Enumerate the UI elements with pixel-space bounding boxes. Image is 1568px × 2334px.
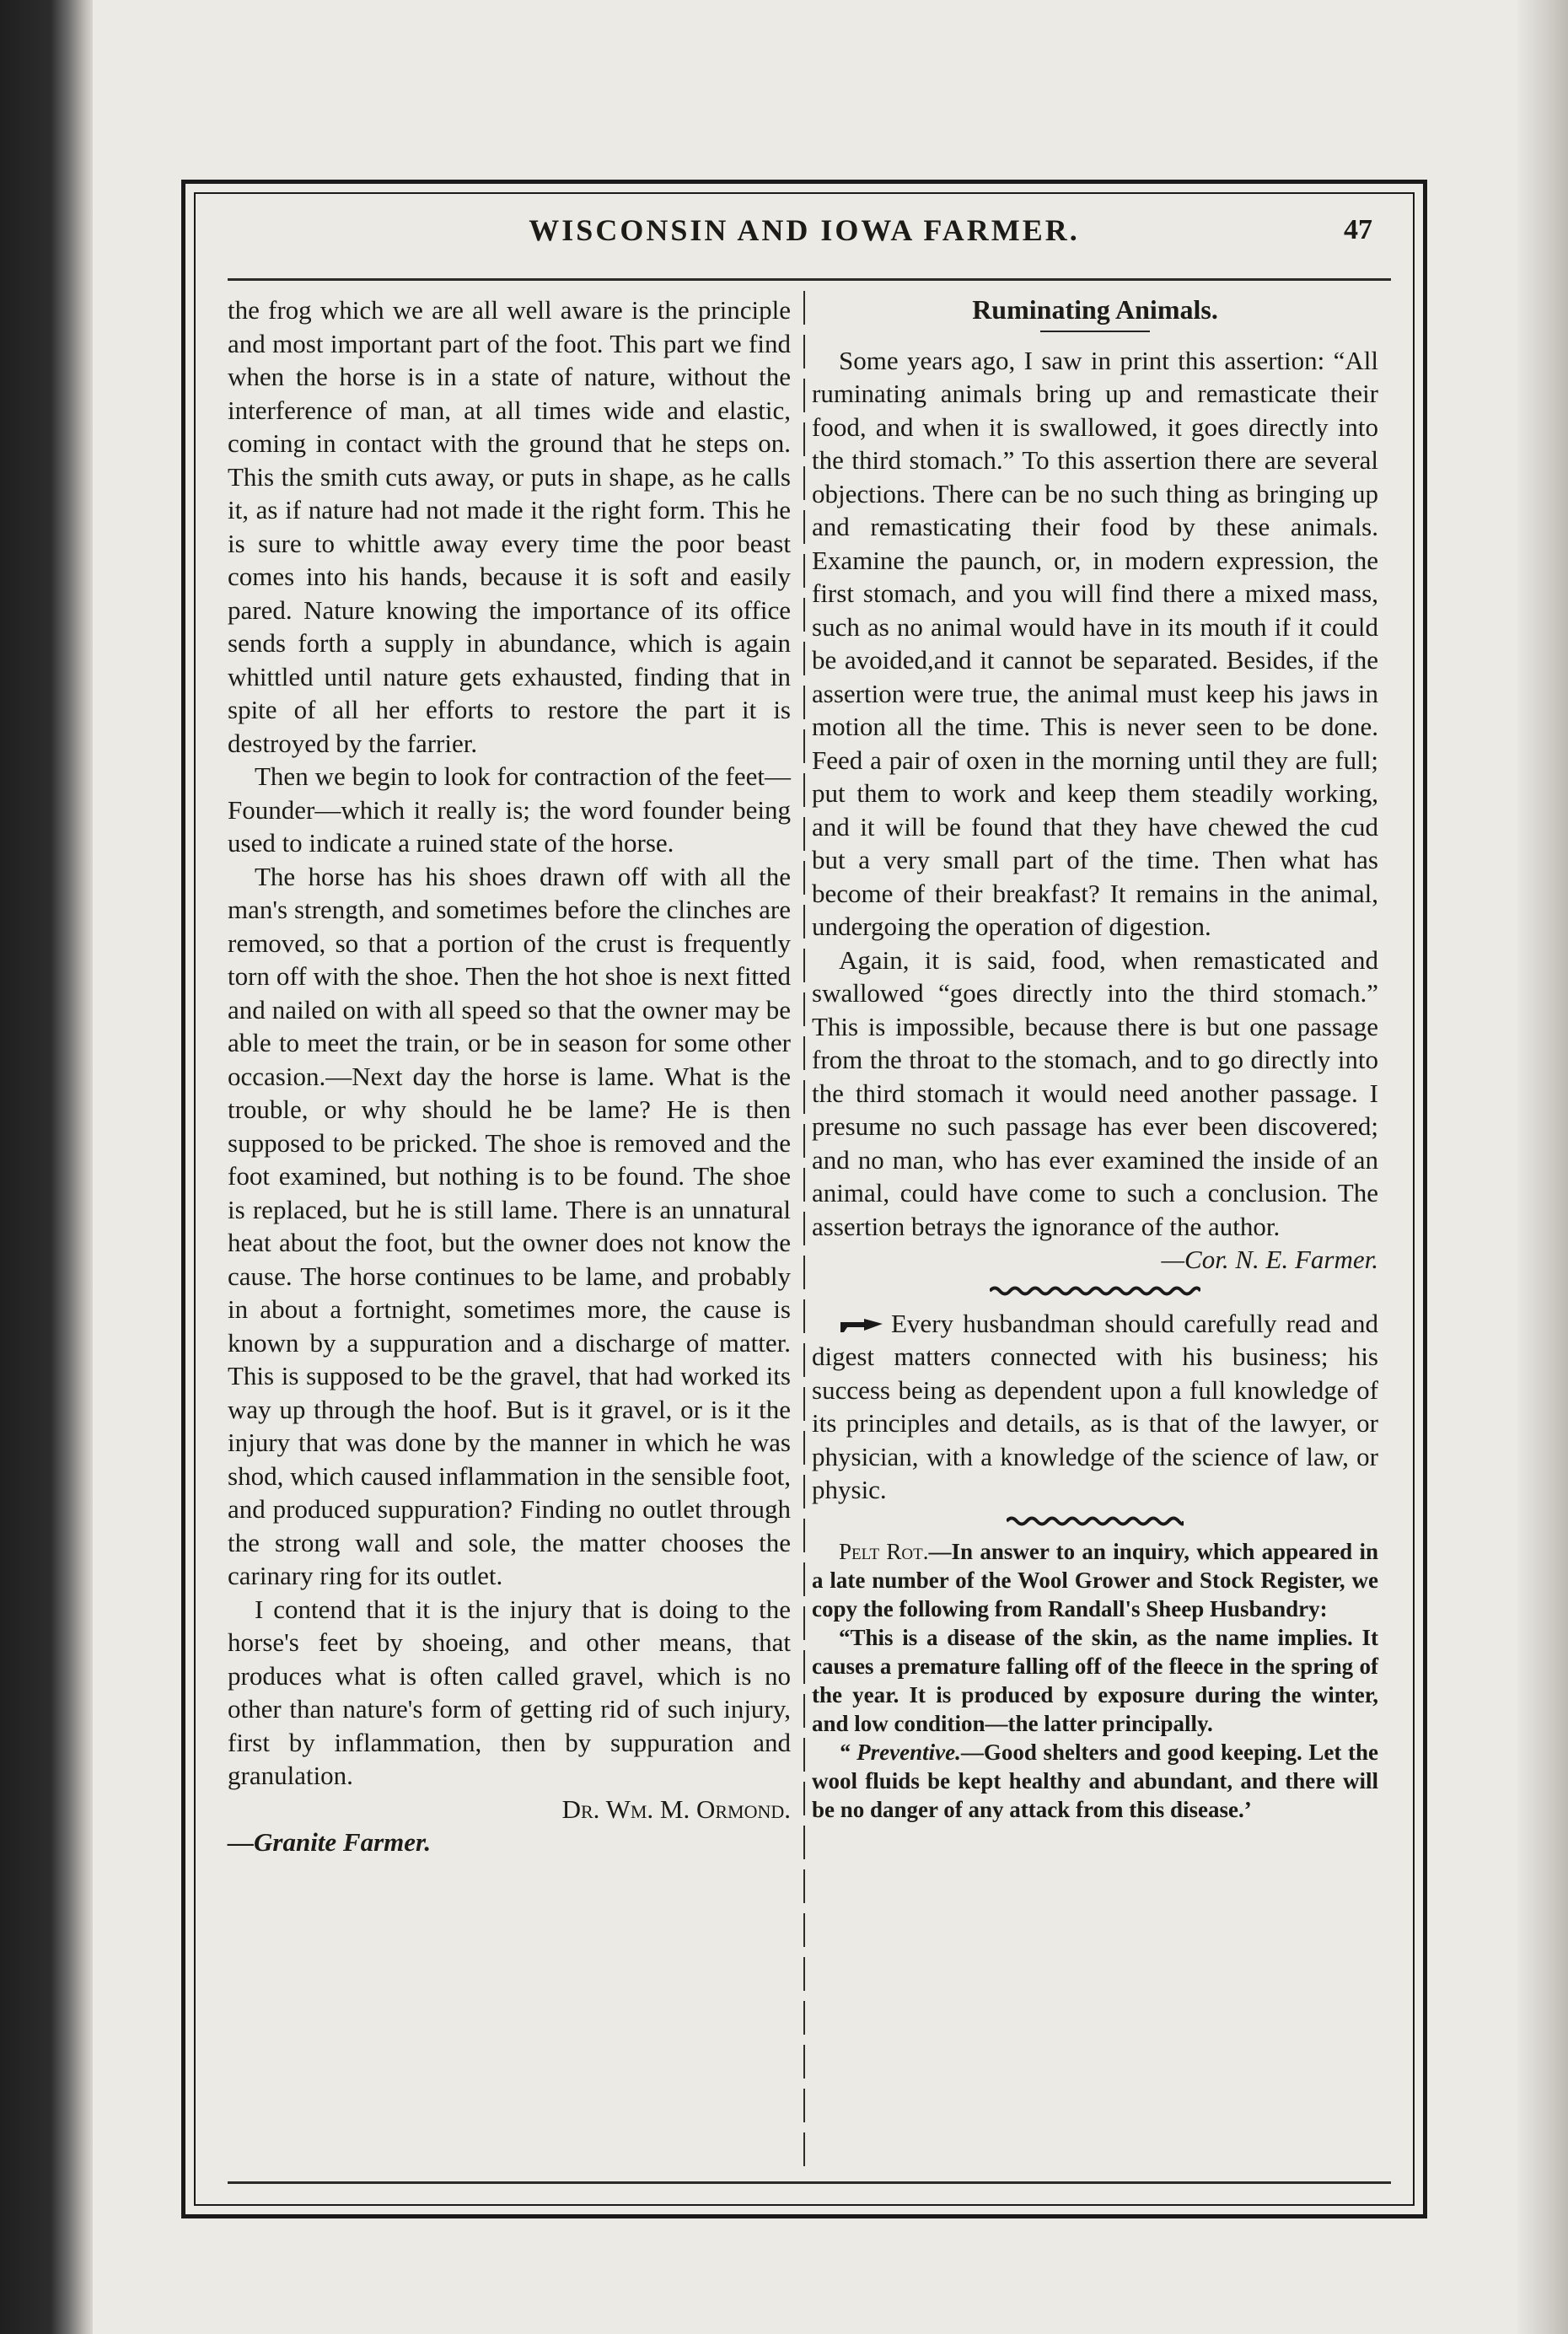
- article-title: Ruminating Animals.: [972, 294, 1218, 325]
- page-header: [194, 212, 1415, 263]
- book-binding-left: [0, 0, 93, 2334]
- left-paragraph-3: The horse has his shoes drawn off with all the man's strength, and sometimes before the clinches are removed, so that a portion of the crust is frequently torn off with the shoe. Then the hot shoe is next fitted and nailed on with all speed so that the owner may be able to meet the train, or be in season for some other occasion.—Next day the horse is lame. What is the trouble, or why should he be lame? He is then supposed to be pricked. The shoe is removed and the foot examined, but nothing is to be found. The shoe is replaced, but he is still lame. There is an unnatural heat about the foot, but the owner does not know the cause. The horse continues to be lame, and probably in about a fortnight, sometimes more, the cause is known by a suppuration and a discharge of matter. This is supposed to be the gravel, that had worked its way up through the hoof. But is it gravel, or is it the injury that was done by the manner in which he was shod, which caused inflammation in the sensible foot, and produced suppuration? Finding no outlet through the strong wall and sole, the matter chooses the carinary ring for its outlet.: [228, 861, 791, 1590]
- page-number: 47: [1344, 214, 1372, 245]
- wavy-rule-icon: [990, 1285, 1200, 1297]
- left-paragraph-4: I contend that it is the injury that is doing to the horse's feet by shoeing, and other means, that produces what is often called gravel, which is no other than nature's form of getting rid of such injury, first by inflammation, then by suppuration and granulation.: [228, 1594, 791, 1790]
- pelt-rot-article: [812, 1537, 1378, 1824]
- article-source: —Cor. N. E. Farmer.: [1161, 1245, 1378, 1274]
- pelt-rot-quote-1: “This is a disease of the skin, as the name implies. It causes a premature falling off of the fleece in the spring of the year. It is produced by exposure during the winter, and low condition—the latter principally.: [812, 1624, 1378, 1736]
- left-paragraph-1: the frog which we are all well aware is the principle and most important part of the foot. This part we find when the horse is in a state of nature, without the interference of man, at all times wide and elastic, coming in contact with the ground that he steps on. This the smith cuts away, or puts in shape, as he calls it, as if nature had not made it the right form. This he is sure to whittle away every time the poor beast comes into his hands, because it is soft and easily pared. Nature knowing the importance of its office sends forth a supply in abundance, which is again whittled until nature gets exhausted, finding that in spite of all her efforts to restore the part it is destroyed by the farrier.: [228, 295, 791, 758]
- pelt-rot-heading: Pelt Rot.: [839, 1538, 929, 1564]
- footer-rule: [228, 2181, 1391, 2184]
- book-edge-right: [1517, 0, 1568, 2334]
- notice-text: Every husbandman should carefully read and digest matters connected with his business; his success being as dependent upon a full knowledge of its principles and details, as is that of the lawyer, or physician, with a knowledge of the science of law, or physic.: [812, 1308, 1378, 1504]
- preventive-text: —Good shelters and good keeping. Let the wool fluids be kept healthy and abundant, and there will be no danger of any attack from this disease.’: [812, 1739, 1378, 1822]
- pelt-rot-intro: [812, 1537, 1378, 1623]
- pelt-rot-quote-2: [812, 1738, 1378, 1824]
- right-column: [812, 293, 1378, 1824]
- title-rule: [1040, 331, 1150, 332]
- source-credit: —Granite Farmer.: [228, 1827, 432, 1857]
- column-divider: [803, 291, 805, 2167]
- article-paragraph-1: Some years ago, I saw in print this assertion: “All ruminating animals bring up and remasticate their food, and when it is swallowed, it goes directly into the third stomach.” To this assertion there are several objections. There can be no such thing as bringing up and remasticating their food by these animals. Examine the paunch, or, in modern expression, the first stomach, and you will find there a mixed mass, such as no animal would have in its mouth if it could be avoided,and it cannot be separated. Besides, if the assertion were true, the animal must keep his jaws in motion all the time. This is never seen to be done. Feed a pair of oxen in the morning until they are full; put them to work and keep them steadily working, and it will be found that they have chewed the cud but a very small part of the time. Then what has become of their breakfast? It remains in the animal, undergoing the operation of digestion.: [812, 345, 1378, 941]
- notice-paragraph: [812, 1307, 1378, 1507]
- article-paragraph-2: Again, it is said, food, when remasticated and swallowed “goes directly into the third stomach.” This is impossible, because there is but one passage from the throat to the stomach, and to go directly into the third stomach it would need another passage. I presume no such passage has ever been discovered; and no man, who has ever examined the inside of an animal, could have come to such a conclusion. The assertion betrays the ignorance of the author.: [812, 944, 1378, 1241]
- left-paragraph-2: Then we begin to look for contraction of the feet—Founder—which it really is; the word founder being used to indicate a ruined state of the horse.: [228, 761, 791, 858]
- header-rule: [228, 278, 1391, 281]
- pelt-rot-text: —In answer to an inquiry, which appeared in a late number of the Wool Grower and Stock Register, we copy the following from Randall's Sheep Husbandry:: [812, 1538, 1378, 1621]
- left-column: [228, 293, 791, 1859]
- running-head: WISCONSIN AND IOWA FARMER.: [529, 213, 1080, 247]
- author-signature: Dr. Wm. M. Ormond.: [561, 1794, 791, 1824]
- pointing-hand-icon: [839, 1315, 886, 1336]
- wavy-rule-icon: [1007, 1515, 1184, 1527]
- preventive-label: “ Preventive.: [839, 1739, 961, 1765]
